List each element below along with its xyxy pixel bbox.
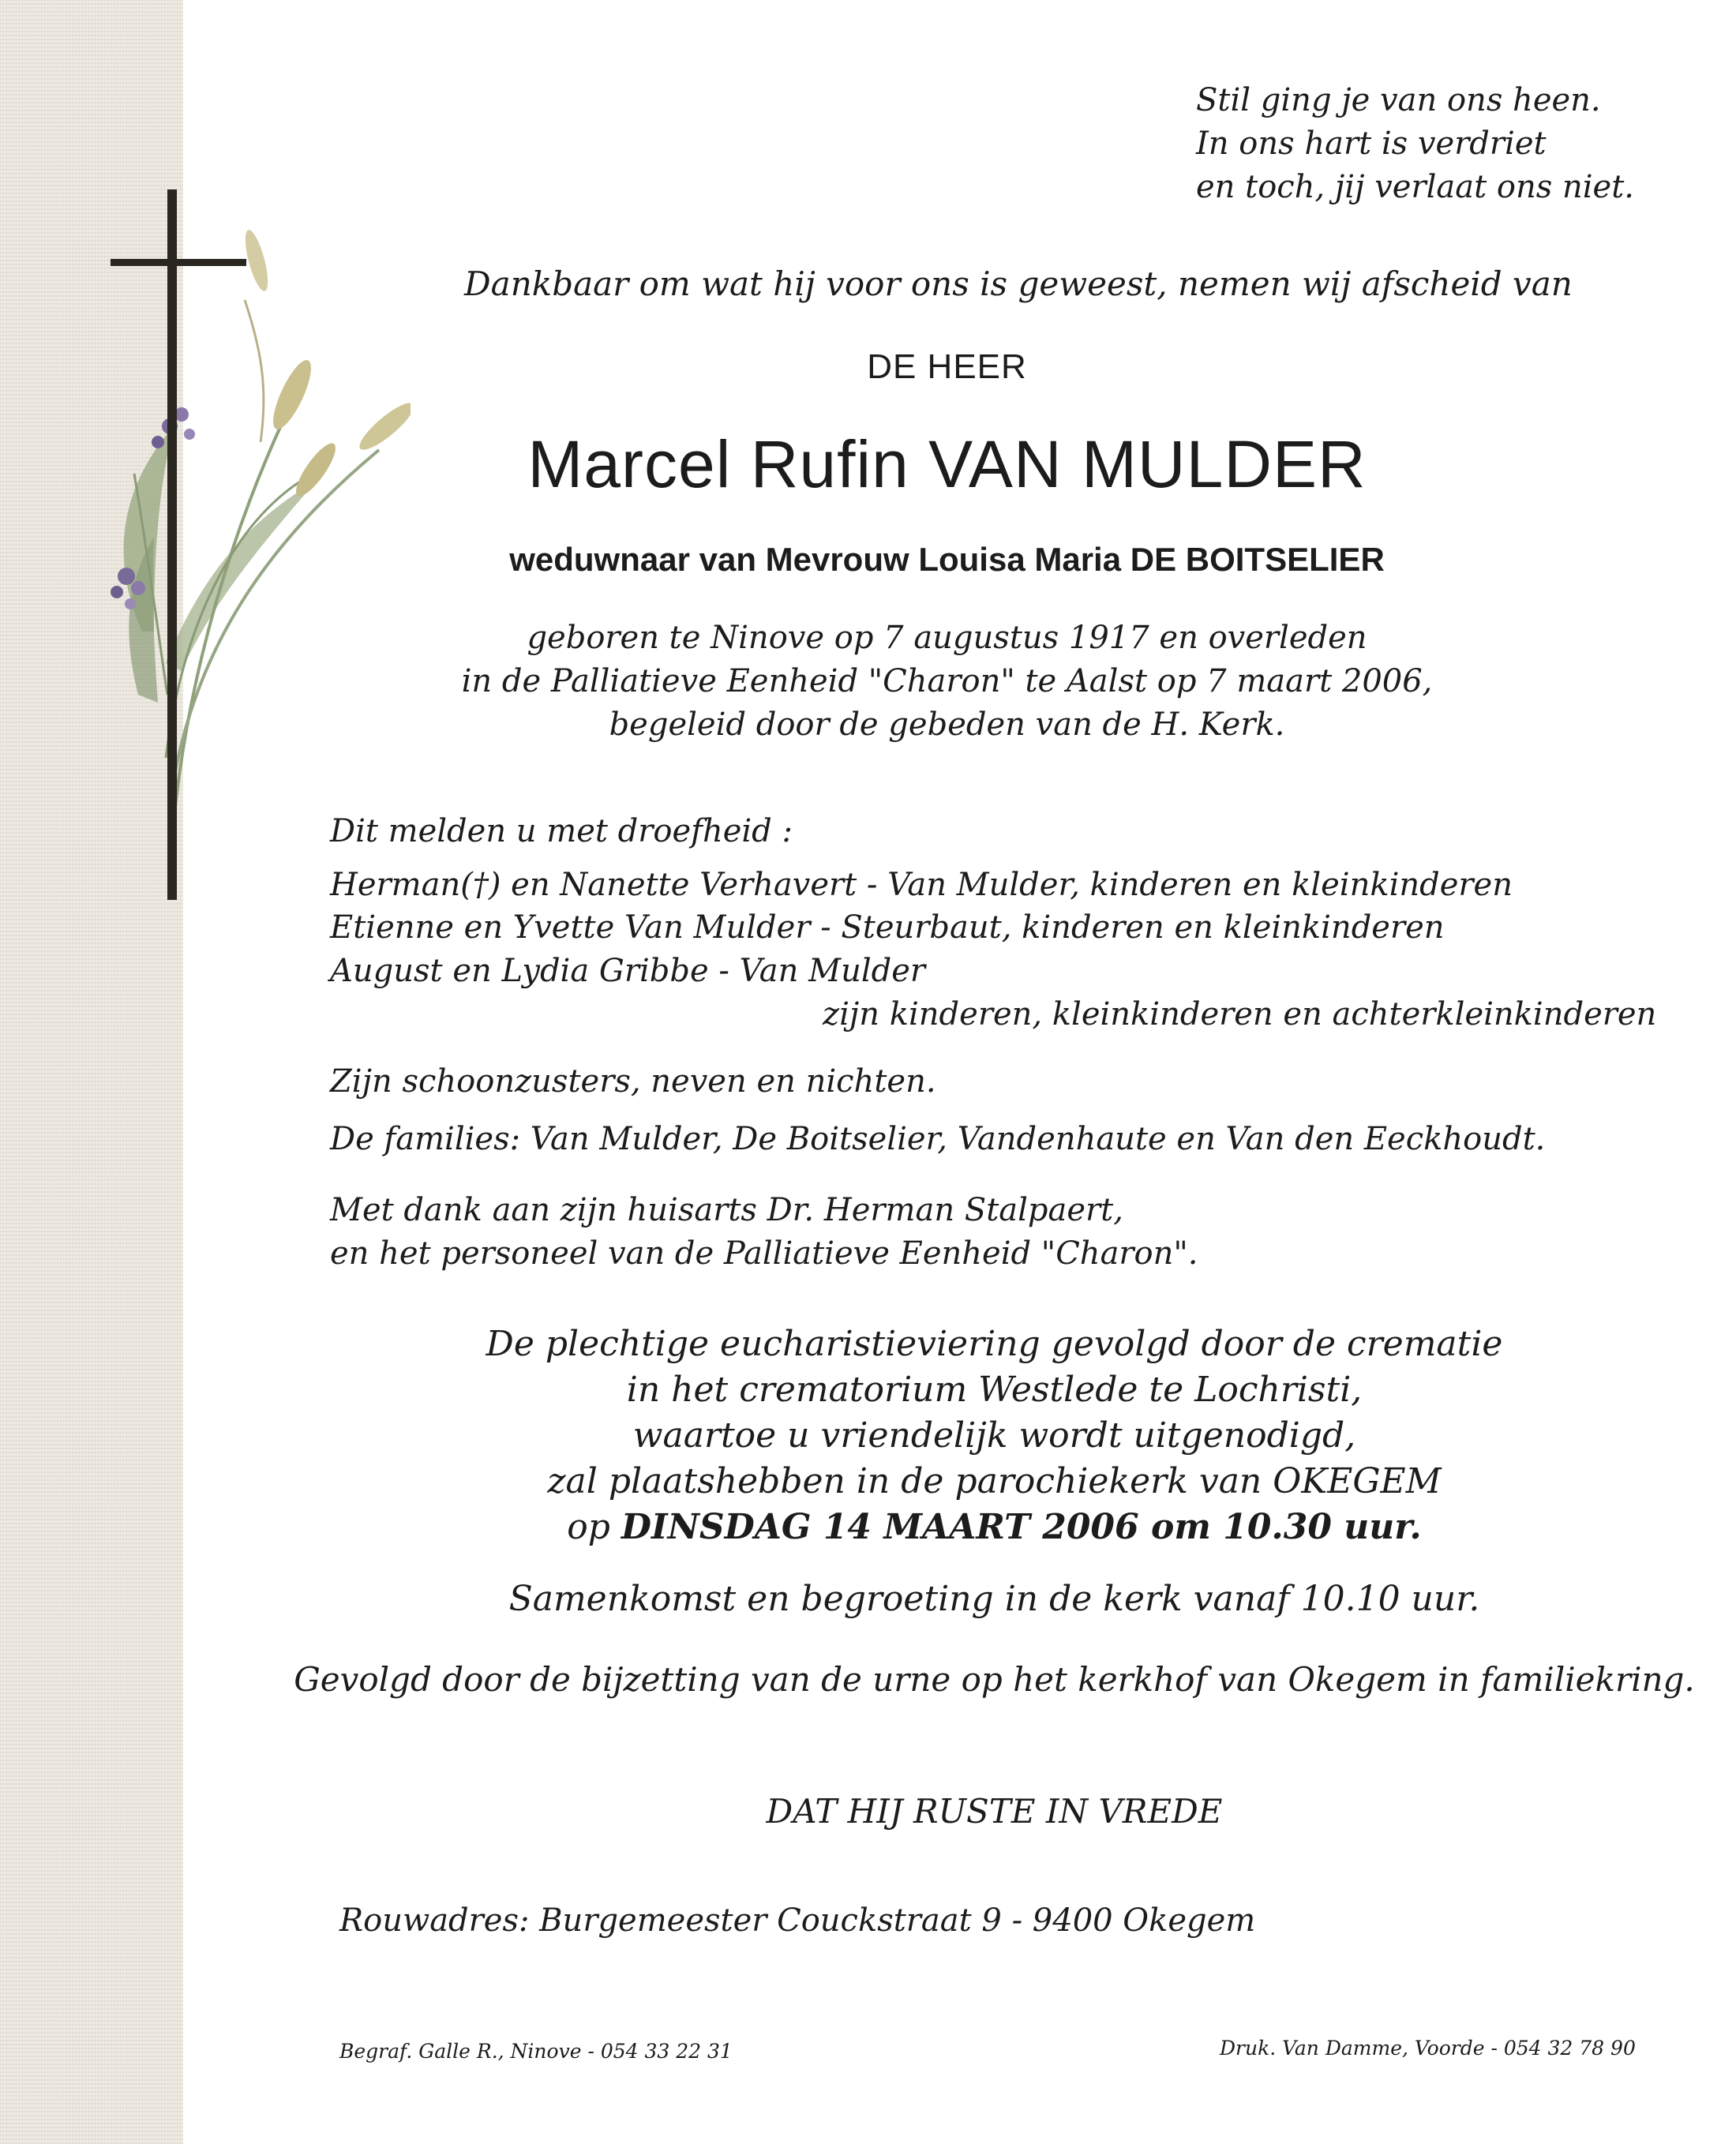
honorific: DE HEER: [867, 347, 1027, 386]
ceremony-date-prefix: op: [567, 1507, 610, 1547]
mourning-address: Rouwadres: Burgemeester Couckstraat 9 - 9400 Okegem: [339, 1902, 1256, 1939]
deceased-name: Marcel Rufin VAN MULDER: [527, 427, 1367, 501]
family-summary: zijn kinderen, kleinkinderen en achterkleinkinderen: [823, 996, 1657, 1033]
thanks-line-1: Met dank aan zijn huisarts Dr. Herman Stalpaert,: [330, 1192, 1123, 1228]
family-line-3: August en Lydia Gribbe - Van Mulder: [330, 953, 926, 989]
intro-text: Dankbaar om wat hij voor ons is geweest, nemen wij afscheid van: [464, 264, 1573, 303]
life-line-2: in de Palliatieve Eenheid "Charon" te Aalst op 7 maart 2006,: [461, 663, 1433, 699]
in-laws-line: Zijn schoonzusters, neven en nichten.: [330, 1063, 936, 1100]
ceremony-date: DINSDAG 14 MAART 2006 om 10.30 uur.: [621, 1507, 1422, 1547]
life-line-3: begeleid door de gebeden van de H. Kerk.: [609, 707, 1285, 743]
family-line-1: Herman(†) en Nanette Verhavert - Van Mulder, kinderen en kleinkinderen: [330, 867, 1513, 903]
families-line: De families: Van Mulder, De Boitselier, Vandenhaute en Van den Eeckhoudt.: [330, 1121, 1546, 1157]
rip-line: DAT HIJ RUSTE IN VREDE: [766, 1792, 1223, 1831]
burial-line: Gevolgd door de bijzetting van de urne op het kerkhof van Okegem in familiekring.: [294, 1660, 1695, 1699]
family-line-2: Etienne en Yvette Van Mulder - Steurbaut, kinderen en kleinkinderen: [330, 909, 1445, 946]
footer-printer: Druk. Van Damme, Voorde - 054 32 78 90: [1220, 2037, 1636, 2060]
ceremony-line-4: zal plaatshebben in de parochiekerk van OKEGEM: [547, 1461, 1442, 1501]
life-line-1: geboren te Ninove op 7 augustus 1917 en overleden: [527, 620, 1367, 656]
ceremony-line-3: waartoe u vriendelijk wordt uitgenodigd,: [632, 1415, 1356, 1456]
poem-line-3: en toch, jij verlaat ons niet.: [1196, 169, 1634, 205]
gathering-line: Samenkomst en begroeting in de kerk vanaf 10.10 uur.: [508, 1579, 1480, 1619]
ceremony-line-2: in het crematorium Westlede te Lochristi,: [626, 1370, 1363, 1410]
thanks-line-2: en het personeel van de Palliatieve Eenheid "Charon".: [330, 1235, 1198, 1272]
announcement: Dit melden u met droefheid :: [330, 813, 793, 849]
footer-funeral-director: Begraf. Galle R., Ninove - 054 33 22 31: [339, 2040, 733, 2063]
poem-line-1: Stil ging je van ons heen.: [1196, 82, 1601, 118]
poem-line-2: In ons hart is verdriet: [1196, 126, 1547, 162]
ceremony-line-1: De plechtige eucharistieviering gevolgd door de crematie: [486, 1324, 1503, 1364]
widower-line: weduwnaar van Mevrouw Louisa Maria DE BOITSELIER: [509, 541, 1385, 578]
ceremony-date-line: [126, 1507, 1736, 1547]
